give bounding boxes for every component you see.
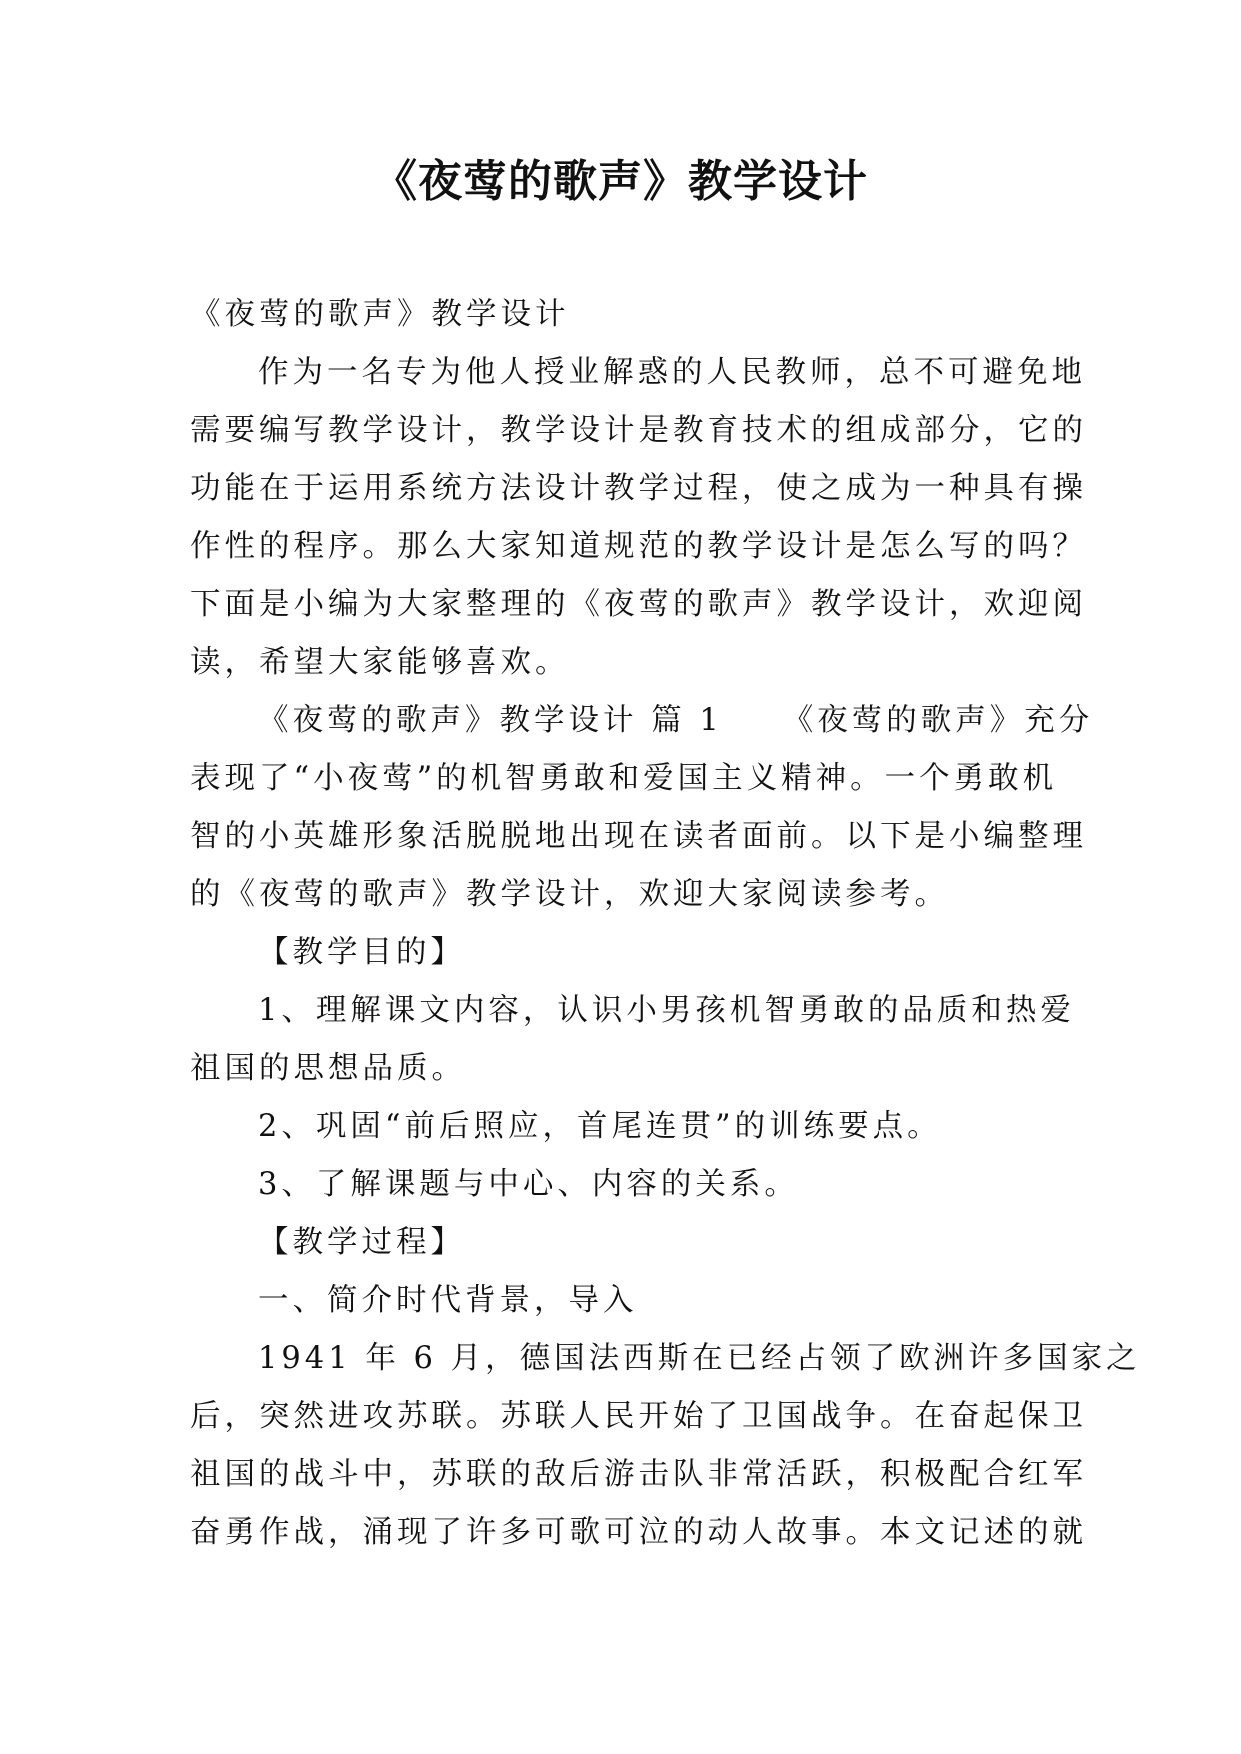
document-body: [190, 286, 1141, 1562]
heading-teaching-process: 【教学过程】: [258, 1225, 465, 1260]
paragraph-line: 功能在于运用系统方法设计教学过程，使之成为一种具有操: [190, 471, 1087, 506]
paragraph-line: 作性的程序。那么大家知道规范的教学设计是怎么写的吗？: [190, 529, 1087, 564]
list-item: 1、理解课文内容，认识小男孩机智勇敢的品质和热爱: [258, 993, 1075, 1028]
list-item: 3、了解课题与中心、内容的关系。: [258, 1167, 799, 1202]
paragraph-line: 智的小英雄形象活脱脱地出现在读者面前。以下是小编整理: [190, 819, 1087, 854]
list-item-continuation: 祖国的思想品质。: [190, 1051, 466, 1086]
paragraph-line: 作为一名专为他人授业解惑的人民教师，总不可避免地: [258, 355, 1086, 390]
paragraph-line: 1941 年 6 月，德国法西斯在已经占领了欧洲许多国家之: [258, 1341, 1141, 1376]
paragraph-line: 后，突然进攻苏联。苏联人民开始了卫国战争。在奋起保卫: [190, 1399, 1087, 1434]
subtitle-line: 《夜莺的歌声》教学设计: [190, 297, 570, 332]
document-title: 《夜莺的歌声》教学设计: [373, 156, 868, 207]
section-heading-line: [190, 692, 1094, 750]
paragraph-line: 需要编写教学设计，教学设计是教育技术的组成部分，它的: [190, 413, 1087, 448]
paragraph-line: 的《夜莺的歌声》教学设计，欢迎大家阅读参考。: [190, 877, 949, 912]
paragraph-line: 奋勇作战，涌现了许多可歌可泣的动人故事。本文记述的就: [190, 1515, 1087, 1550]
paragraph-line: 表现了“小夜莺”的机智勇敢和爱国主义精神。一个勇敢机: [190, 761, 1058, 796]
paragraph-line: 读，希望大家能够喜欢。: [190, 645, 570, 680]
subheading-line: 一、简介时代背景，导入: [258, 1283, 638, 1318]
heading-teaching-goals: 【教学目的】: [258, 935, 465, 970]
paragraph-line: 祖国的战斗中，苏联的敌后游击队非常活跃，积极配合红军: [190, 1457, 1087, 1492]
paragraph-start: 《夜莺的歌声》充分: [782, 703, 1094, 738]
paragraph-line: 下面是小编为大家整理的《夜莺的歌声》教学设计，欢迎阅: [190, 587, 1087, 622]
list-item: 2、巩固“前后照应，首尾连贯”的训练要点。: [258, 1109, 942, 1144]
section-heading: 《夜莺的歌声》教学设计 篇 1: [258, 703, 723, 738]
